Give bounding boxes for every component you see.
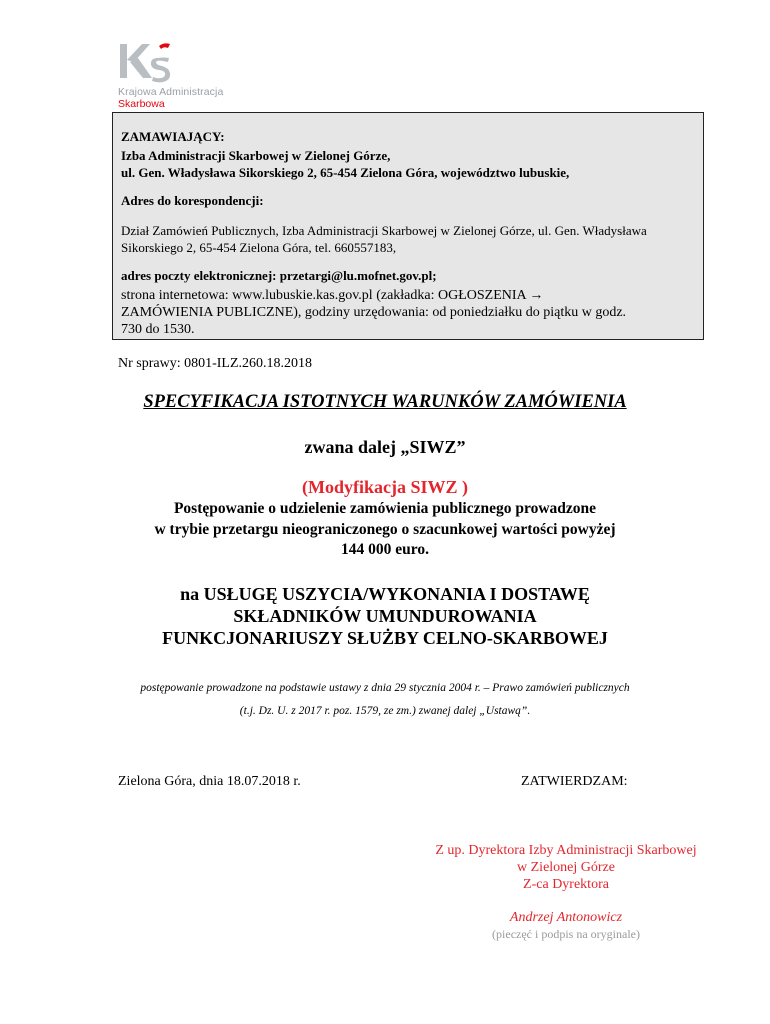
procedure-line2: w trybie przetargu nieograniczonego o szacunkowej wartości powyżej <box>154 521 616 538</box>
correspondence-address-line2: Sikorskiego 2, 65-454 Zielona Góra, tel. 660557183, <box>121 240 397 255</box>
subject-line1: na USŁUGĘ USZYCIA/WYKONANIA I DOSTAWĘ <box>180 584 590 604</box>
subject-line3: FUNKCJONARIUSZY SŁUŻBY CELNO-SKARBOWEJ <box>162 628 608 648</box>
legal-basis-line1: postępowanie prowadzone na podstawie ustawy z dnia 29 stycznia 2004 r. – Prawo zamówień publicznych <box>140 682 630 694</box>
signatory-name: Andrzej Antonowicz <box>509 910 623 925</box>
subject-line2: SKŁADNIKÓW UMUNDUROWANIA <box>233 606 537 626</box>
kas-logo <box>118 40 248 110</box>
legal-basis-line2: (t.j. Dz. U. z 2017 r. poz. 1579, ze zm.) zwanej dalej „Ustawą”. <box>239 705 531 717</box>
authority-name: Izba Administracji Skarbowej w Zielonej Górze, <box>121 148 391 163</box>
procedure-line1: Postępowanie o udzielenie zamówienia publicznego prowadzone <box>173 500 597 517</box>
website-line1: strona internetowa: www.lubuskie.kas.gov.pl (zakładka: OGŁOSZENIA → <box>121 288 544 303</box>
logo-text-line1: Krajowa Administracja <box>118 86 224 98</box>
website-line2: ZAMÓWIENIA PUBLICZNE), godziny urzędowania: od poniedziałku do piątku w godz. <box>121 305 627 320</box>
case-number: Nr sprawy: 0801-ILZ.260.18.2018 <box>118 356 313 371</box>
document-subtitle: zwana dalej „SIWZ” <box>304 437 466 457</box>
office-hours: 730 do 1530. <box>121 322 195 337</box>
kas-logo-mark <box>118 40 178 84</box>
contracting-authority-box <box>112 112 704 340</box>
signature-authority-line1: Z up. Dyrektora Izby Administracji Skarbowej <box>435 843 697 858</box>
email-address: adres poczty elektronicznej: przetargi@lu.mofnet.gov.pl; <box>121 268 437 283</box>
place-and-date: Zielona Góra, dnia 18.07.2018 r. <box>118 774 301 789</box>
contracting-authority-label: ZAMAWIAJĄCY: <box>121 129 225 144</box>
signature-authority-line2: w Zielonej Górze <box>517 860 615 875</box>
document-title: SPECYFIKACJA ISTOTNYCH WARUNKÓW ZAMÓWIENIA <box>143 392 627 412</box>
procedure-line3: 144 000 euro. <box>341 541 429 558</box>
modification-note: (Modyfikacja SIWZ ) <box>302 477 468 497</box>
approval-label: ZATWIERDZAM: <box>521 774 628 789</box>
logo-text-line2: Skarbowa <box>118 98 165 110</box>
signature-note: (pieczęć i podpis na oryginale) <box>492 927 640 941</box>
signature-position: Z-ca Dyrektora <box>523 877 609 892</box>
correspondence-address-line1: Dział Zamówień Publicznych, Izba Administracji Skarbowej w Zielonej Górze, ul. Gen. Władysława <box>121 223 647 238</box>
correspondence-label: Adres do korespondencji: <box>121 193 264 208</box>
authority-address: ul. Gen. Władysława Sikorskiego 2, 65-454 Zielona Góra, województwo lubuskie, <box>121 165 570 180</box>
